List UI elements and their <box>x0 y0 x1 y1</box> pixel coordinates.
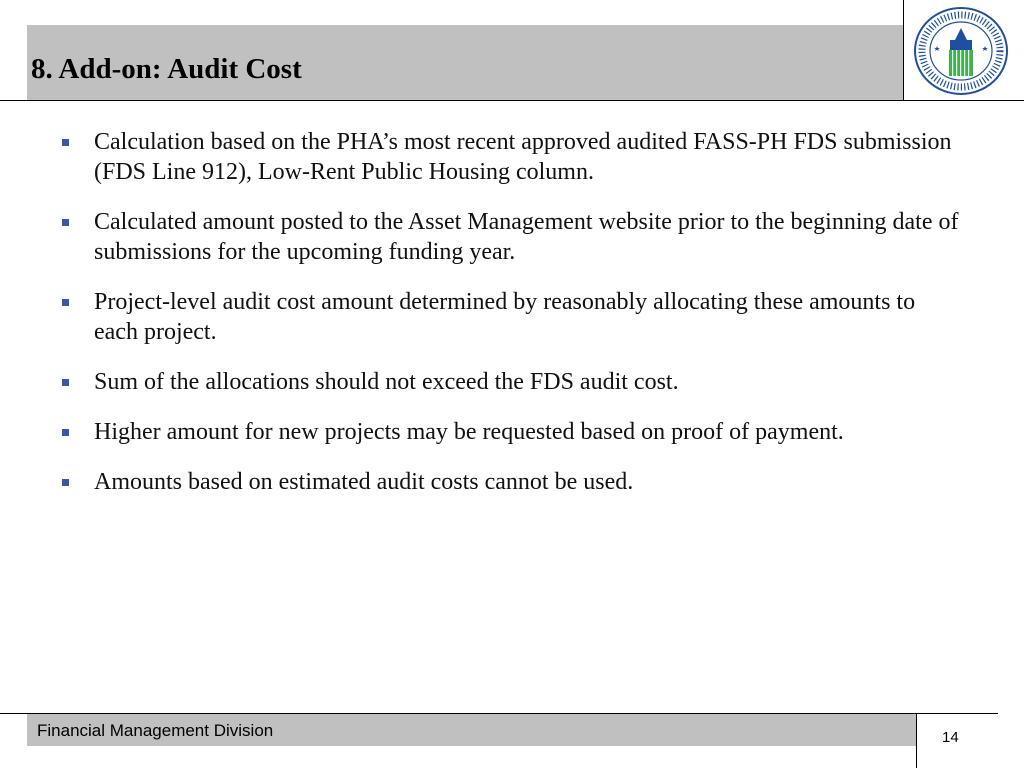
title-rule <box>0 100 1024 101</box>
list-item <box>60 367 960 397</box>
list-item <box>60 417 960 447</box>
list-item <box>60 207 960 267</box>
bullet-list <box>60 127 960 517</box>
footer-division-label: Financial Management Division <box>37 721 274 740</box>
square-bullet-icon <box>62 429 69 436</box>
list-item <box>60 287 960 347</box>
title-divider <box>903 0 904 101</box>
square-bullet-icon <box>62 479 69 486</box>
square-bullet-icon <box>62 299 69 306</box>
hud-seal-icon <box>913 6 1009 96</box>
page-number: 14 <box>942 729 959 746</box>
square-bullet-icon <box>62 219 69 226</box>
bullet-text: Amounts based on estimated audit costs cannot be used. <box>94 469 634 495</box>
bullet-text: Project-level audit cost amount determined by reasonably allocating these amounts to each project. <box>94 289 916 345</box>
bullet-text: Calculation based on the PHA’s most recent approved audited FASS-PH FDS submission (FDS Line 912), Low-Rent Public Housing column. <box>94 129 952 185</box>
footer-divider <box>916 714 917 768</box>
square-bullet-icon <box>62 139 69 146</box>
footer-bar <box>27 714 916 746</box>
bullet-text: Calculated amount posted to the Asset Management website prior to the beginning date of submissions for the upcoming funding year. <box>94 209 959 265</box>
list-item <box>60 127 960 187</box>
list-item <box>60 467 960 497</box>
title-bar <box>27 25 903 101</box>
slide-title: 8. Add-on: Audit Cost <box>31 53 302 85</box>
bullet-text: Sum of the allocations should not exceed the FDS audit cost. <box>94 369 679 395</box>
square-bullet-icon <box>62 379 69 386</box>
bullet-text: Higher amount for new projects may be requested based on proof of payment. <box>94 419 844 445</box>
